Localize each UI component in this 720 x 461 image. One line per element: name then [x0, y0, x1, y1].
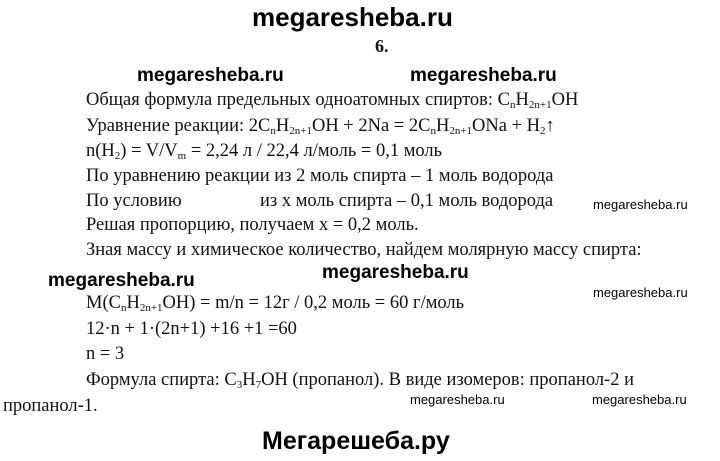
- text-line-equation-n: 12·n + 1·(2n+1) +16 +1 =60: [86, 319, 297, 339]
- text-line-formula-result: Формула спирта: $C_3H_7OH$ (пропанол). В виде изомеров: пропанол-2 и: [86, 370, 634, 391]
- footer-watermark: Мегарешеба.ру: [262, 427, 450, 455]
- watermark: megaresheba.ru: [410, 65, 557, 86]
- header-watermark: megaresheba.ru: [252, 2, 453, 32]
- watermark: megaresheba.ru: [48, 270, 195, 291]
- watermark: megaresheba.ru: [593, 285, 688, 300]
- text-line-by-equation: По уравнению реакции из 2 моль спирта – 1 моль водорода: [86, 166, 554, 186]
- text-line-molar-mass-intro: Зная массу и химическое количество, найдем молярную массу спирта:: [86, 240, 642, 260]
- text-line-by-condition-label: По условию: [86, 191, 182, 211]
- watermark: megaresheba.ru: [592, 392, 687, 407]
- text-line-reaction-equation: Уравнение реакции: $2C_nH_{2n+1}OH + 2Na = 2C_nH_{2n+1}ONa$ + $H_2↑$: [86, 116, 555, 137]
- problem-number: 6.: [375, 36, 389, 56]
- text-line-molar-mass: $M(C_nH_{2n+1}OH) = m/n = 12г / 0,2$ моль = 60 г/моль: [86, 293, 465, 314]
- watermark: megaresheba.ru: [137, 65, 284, 86]
- text-line-isomer: пропанол-1.: [3, 396, 98, 416]
- watermark: megaresheba.ru: [410, 392, 505, 407]
- text-line-general-formula: Общая формула предельных одноатомных спиртов: $C_nH_{2n+1}OH$: [86, 90, 579, 111]
- text-line-n-value: n = 3: [86, 344, 125, 364]
- text-line-hydrogen-amount: $n(H_2) = V/V_m = 2,24$ л / 22,4 л/моль = 0,1 моль: [86, 141, 443, 162]
- watermark: megaresheba.ru: [322, 262, 469, 283]
- text-line-proportion: Решая пропорцию, получаем х = 0,2 моль.: [86, 215, 419, 235]
- text-line-by-condition-value: из х моль спирта – 0,1 моль водорода: [260, 191, 554, 211]
- watermark: megaresheba.ru: [593, 197, 688, 212]
